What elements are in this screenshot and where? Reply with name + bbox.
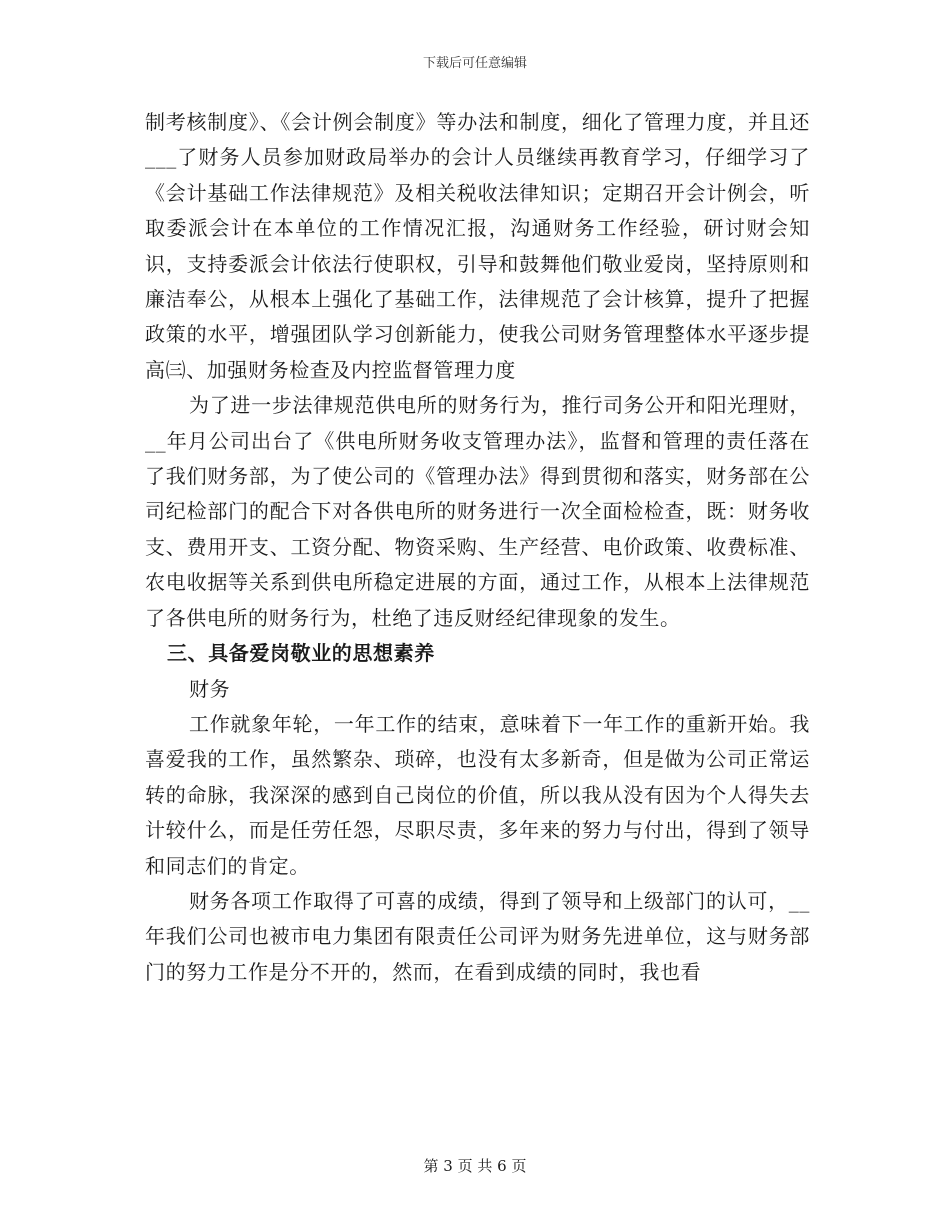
page-number: 第 3 页 共 6 页	[423, 1157, 527, 1175]
paragraph-2: 为了进一步法律规范供电所的财务行为，推行司务公开和阳光理财，__年月公司出台了《供电所财务收支管理办法》，监督和管理的责任落在了我们财务部，为了使公司的《管理办法》得到贯彻和落实，财务部在公司纪检部门的配合下对各供电所的财务进行一次全面检检查，既：财务收支、费用开支、工资分配、物资采购、生产经营、电价政策、收费标准、农电收据等关系到供电所稳定进展的方面，通过工作，从根本上法律规范了各供电所的财务行为，杜绝了违反财经纪律现象的发生。	[145, 393, 810, 630]
paragraph-4: 财务各项工作取得了可喜的成绩，得到了领导和上级部门的认可，__年我们公司也被市电力集团有限责任公司评为财务先进单位，这与财务部门的努力工作是分不开的，然而，在看到成绩的同时，我也看	[145, 888, 810, 984]
paragraph-3: 工作就象年轮，一年工作的结束，意味着下一年工作的重新开始。我喜爱我的工作，虽然繁杂、琐碎，也没有太多新奇，但是做为公司正常运转的命脉，我深深的感到自己岗位的价值，所以我从没有因为个人得失去计较什么，而是任劳任怨，尽职尽责，多年来的努力与付出，得到了领导和同志们的肯定。	[145, 711, 810, 878]
page-header-note: 下载后可任意编辑	[422, 56, 527, 71]
section-heading-3: 三、具备爱岗敬业的思想素养	[167, 641, 435, 666]
paragraph-1: 制考核制度》、《会计例会制度》等办法和制度，细化了管理力度，并且还___了财务人员参加财政局举办的会计人员继续再教育学习，仔细学习了《会计基础工作法律规范》及相关税收法律知识；定期召开会计例会，听取委派会计在本单位的工作情况汇报，沟通财务工作经验，研讨财会知识，支持委派会计依法行使职权，引导和鼓舞他们敬业爱岗，坚持原则和廉洁奉公，从根本上强化了基础工作，法律规范了会计核算，提升了把握政策的水平，增强团队学习创新能力，使我公司财务管理整体水平逐步提高㈢、加强财务检查及内控监督管理力度	[145, 110, 810, 382]
subheading-finance: 财务	[189, 676, 231, 701]
document-body	[145, 105, 810, 990]
